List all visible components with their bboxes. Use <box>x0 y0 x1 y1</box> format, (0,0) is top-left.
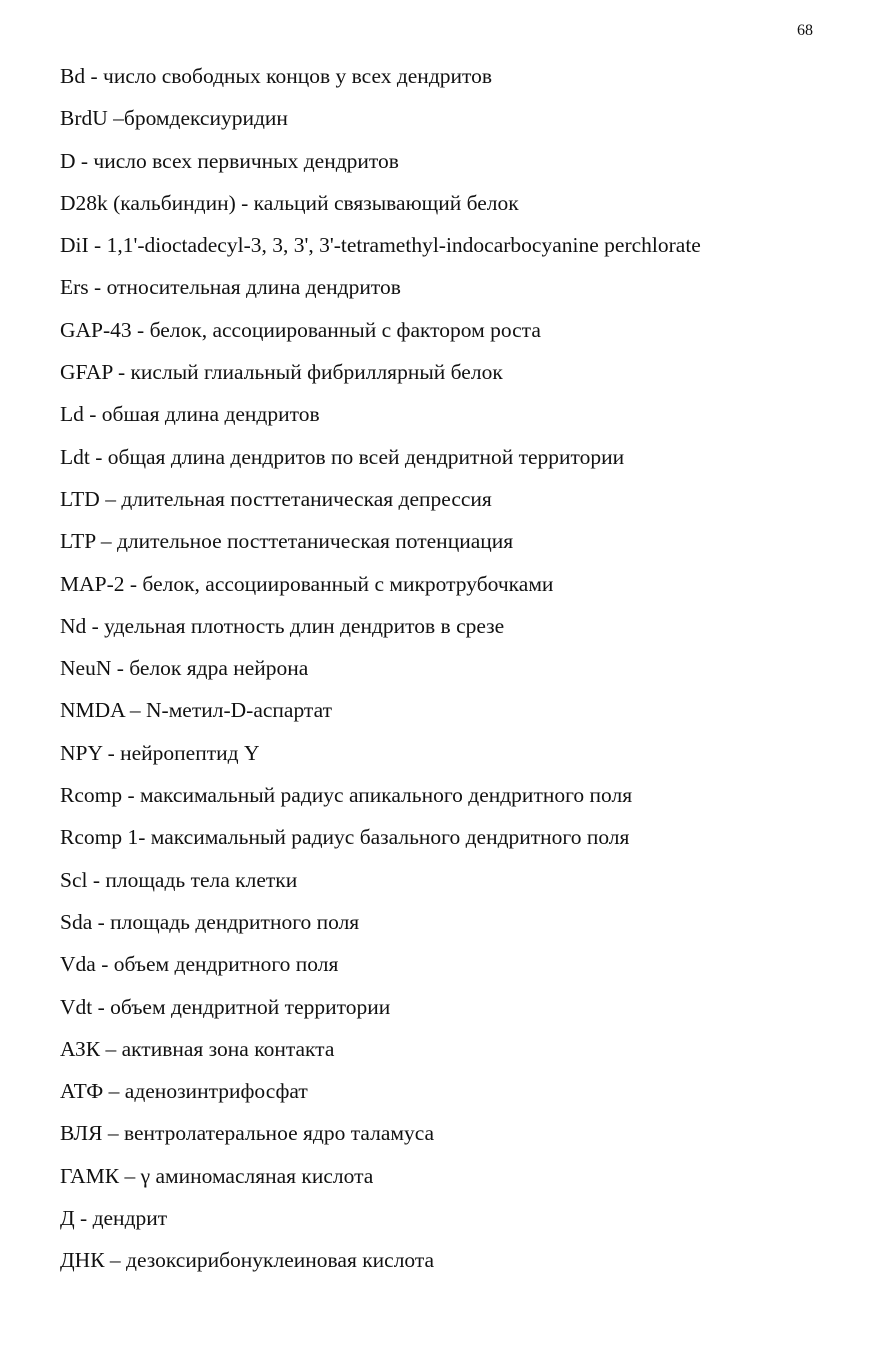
abbreviation-entry: Ld - обшая длина дендритов <box>60 402 320 427</box>
abbreviation-entry: NPY - нейропептид Y <box>60 740 260 765</box>
abbreviation-entry: BrdU –бромдексиуридин <box>60 106 288 131</box>
abbreviation-entry: АЗК – активная зона контакта <box>60 1036 335 1061</box>
abbreviation-entry: Vdt - объем дендритной территории <box>60 994 391 1019</box>
abbreviation-entry: АТФ – аденозинтрифосфат <box>60 1079 308 1104</box>
abbreviation-entry: DiI - 1,1'-dioctadecyl-3, 3, 3', 3'-tetramethyl-indocarbocyanine perchlorate <box>60 233 701 258</box>
abbreviation-entry: GFAP - кислый глиальный фибриллярный белок <box>60 360 503 385</box>
abbreviation-entry: D - число всех первичных дендритов <box>60 148 399 173</box>
abbreviation-entry: LTP – длительное посттетаническая потенциация <box>60 529 514 554</box>
abbreviation-entry: Д - дендрит <box>60 1206 168 1231</box>
abbreviation-entry: MAP-2 - белок, ассоциированный с микротрубочками <box>60 571 554 596</box>
abbreviation-entry: ДНК – дезоксирибонуклеиновая кислота <box>60 1248 435 1273</box>
abbreviation-entry: Vda - объем дендритного поля <box>60 952 339 977</box>
abbreviation-entry: Ldt - общая длина дендритов по всей дендритной территории <box>60 444 625 469</box>
abbreviation-entry: NeuN - белок ядра нейрона <box>60 656 309 681</box>
abbreviation-list <box>60 60 840 1287</box>
abbreviation-entry: Rcomp 1- максимальный радиус базального дендритного поля <box>60 825 630 850</box>
abbreviation-entry: ВЛЯ – вентролатеральное ядро таламуса <box>60 1121 435 1146</box>
abbreviation-entry: Bd - число свободных концов у всех дендритов <box>60 64 493 88</box>
abbreviation-entry: Scl - площадь тела клетки <box>60 867 298 892</box>
abbreviation-entry: D28k (кальбиндин) - кальций связывающий белок <box>60 190 519 215</box>
abbreviation-entry: Sda - площадь дендритного поля <box>60 909 360 934</box>
abbreviation-entry: ГАМК – γ аминомасляная кислота <box>60 1163 374 1188</box>
abbreviation-entry: NMDA – N-метил-D-аспартат <box>60 698 332 723</box>
page-number: 68 <box>797 22 813 39</box>
abbreviation-entry: Nd - удельная плотность длин дендритов в срезе <box>60 613 505 638</box>
abbreviation-entry: Rcomp - максимальный радиус апикального дендритного поля <box>60 783 633 808</box>
abbreviation-entry: GAP-43 - белок, ассоциированный с фактором роста <box>60 317 541 342</box>
abbreviation-entry: LTD – длительная посттетаническая депрессия <box>60 486 492 511</box>
abbreviation-entry: Ers - относительная длина дендритов <box>60 275 401 300</box>
